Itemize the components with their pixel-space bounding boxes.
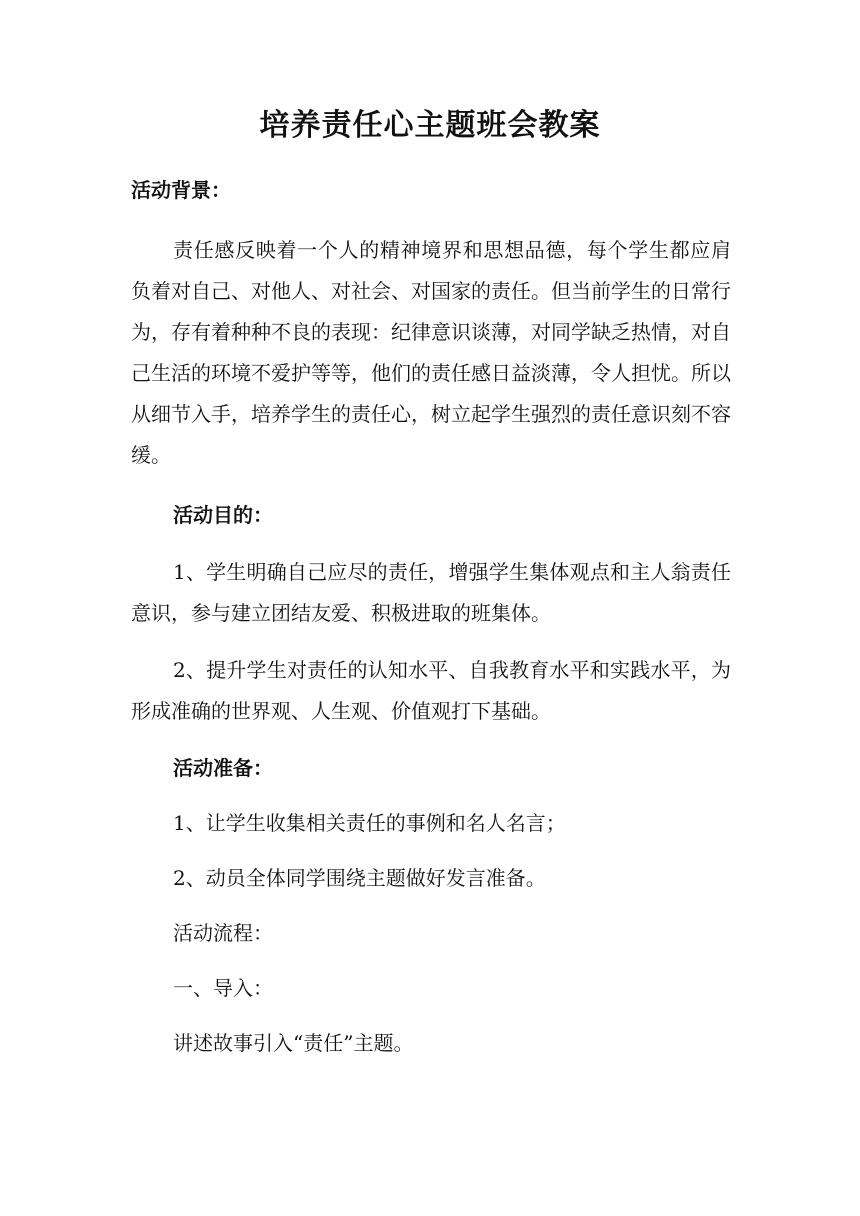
purpose-item-1: 1、学生明确自己应尽的责任，增强学生集体观点和主人翁责任意识，参与建立团结友爱、积极进取的班集体。 xyxy=(131,560,731,625)
purpose-item-2: 2、提升学生对责任的认知水平、自我教育水平和实践水平，为形成准确的世界观、人生观、价值观打下基础。 xyxy=(131,658,731,723)
preparation-item-2: 2、动员全体同学围绕主题做好发言准备。 xyxy=(173,866,546,890)
background-paragraph: 责任感反映着一个人的精神境界和思想品德，每个学生都应肩负着对自己、对他人、对社会、对国家的责任。但当前学生的日常行为，存有着种种不良的表现：纪律意识谈薄，对同学缺乏热情，对自己生活的环境不爱护等等，他们的责任感日益淡薄，令人担忧。所以从细节入手，培养学生的责任心，树立起学生强烈的责任意识刻不容缓。 xyxy=(131,238,731,467)
process-heading: 活动流程： xyxy=(173,921,273,945)
document-body xyxy=(131,170,731,1064)
step-1-heading: 一、导入： xyxy=(173,976,273,1000)
step-1-text: 讲述故事引入“责任”主题。 xyxy=(173,1031,414,1055)
purpose-heading: 活动目的： xyxy=(173,503,273,527)
background-heading: 活动背景： xyxy=(131,178,231,202)
preparation-item-1: 1、让学生收集相关责任的事例和名人名言； xyxy=(173,811,566,835)
page-title: 培养责任心主题班会教案 xyxy=(259,108,601,143)
preparation-heading: 活动准备： xyxy=(173,756,273,780)
